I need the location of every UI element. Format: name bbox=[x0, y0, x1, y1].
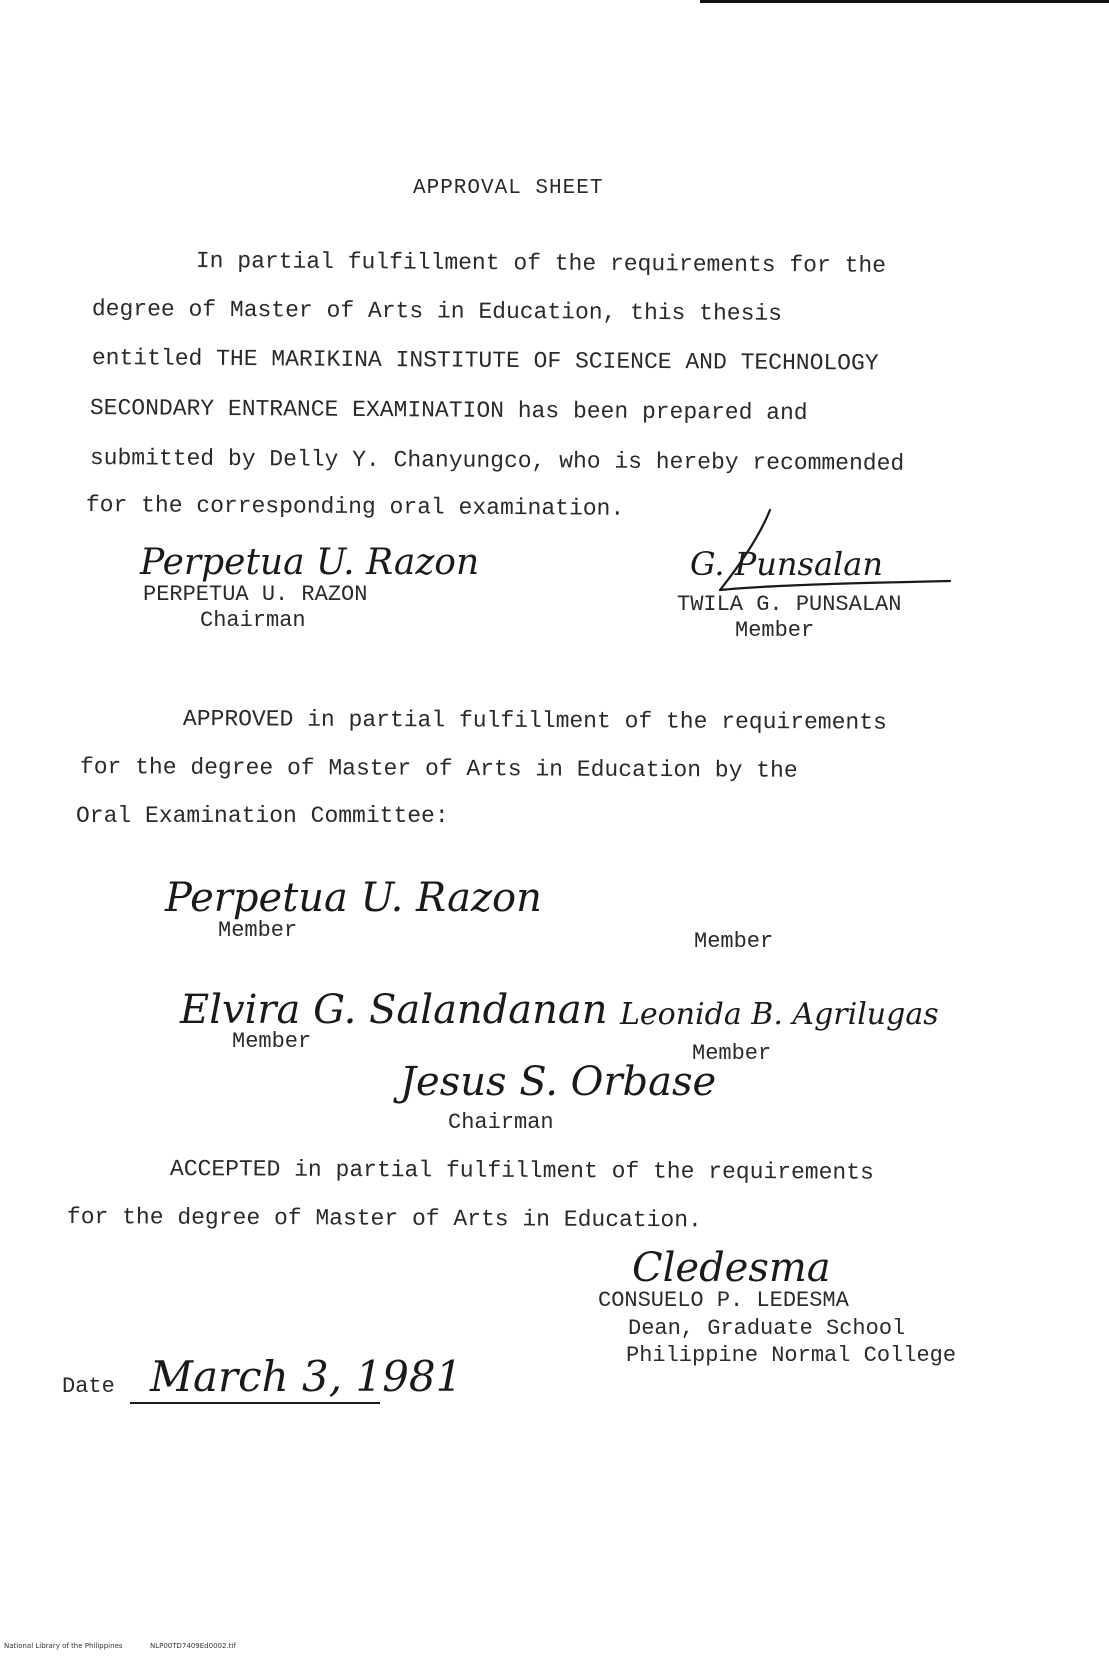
accepted-line: for the degree of Master of Arts in Education. bbox=[66, 1204, 702, 1234]
document-title: APPROVAL SHEET bbox=[413, 177, 604, 200]
dean-institution: Philippine Normal College bbox=[626, 1343, 957, 1368]
dean-name: CONSUELO P. LEDESMA bbox=[598, 1288, 849, 1313]
footer-file: NLP00TD7409Ed0002.tif bbox=[150, 1642, 236, 1650]
member1-role: Member bbox=[218, 918, 298, 943]
member-role: Member bbox=[735, 618, 815, 643]
paragraph-line: SECONDARY ENTRANCE EXAMINATION has been prepared and bbox=[89, 395, 808, 427]
member4-role: Member bbox=[692, 1041, 772, 1066]
scan-edge-line bbox=[700, 0, 1109, 3]
approved-line: for the degree of Master of Arts in Education by the bbox=[79, 754, 798, 784]
approved-line: Oral Examination Committee: bbox=[76, 803, 449, 829]
footer-library: National Library of the Philippines bbox=[4, 1642, 123, 1650]
member-name: TWILA G. PUNSALAN bbox=[677, 592, 902, 617]
signature-chairman: Jesus S. Orbase bbox=[400, 1059, 717, 1105]
chairman-role: Chairman bbox=[200, 608, 306, 633]
signature-member4: Leonida B. Agrilugas bbox=[620, 997, 939, 1032]
dean-position: Dean, Graduate School bbox=[628, 1316, 906, 1341]
chairman-committee-role: Chairman bbox=[448, 1110, 554, 1135]
signature-member1: Perpetua U. Razon bbox=[165, 875, 542, 921]
date-label: Date bbox=[62, 1374, 115, 1399]
date-value: March 3, 1981 bbox=[150, 1352, 463, 1401]
approved-line: APPROVED in partial fulfillment of the requirements bbox=[182, 706, 887, 736]
signature-member3: Elvira G. Salandanan bbox=[180, 987, 608, 1033]
paragraph-line: degree of Master of Arts in Education, this thesis bbox=[91, 296, 783, 327]
paragraph-line: for the corresponding oral examination. bbox=[85, 492, 625, 522]
signature-dean: Cledesma bbox=[632, 1245, 831, 1291]
signature-razon: Perpetua U. Razon bbox=[140, 542, 480, 583]
chairman-name: PERPETUA U. RAZON bbox=[143, 582, 368, 607]
signature-punsalan: G. Punsalan bbox=[690, 545, 883, 583]
accepted-line: ACCEPTED in partial fulfillment of the requirements bbox=[169, 1156, 874, 1186]
paragraph-line: submitted by Delly Y. Chanyungco, who is hereby recommended bbox=[89, 445, 905, 477]
member2-role: Member bbox=[694, 929, 774, 954]
member3-role: Member bbox=[232, 1029, 312, 1054]
date-underline bbox=[130, 1402, 380, 1404]
paragraph-line: entitled THE MARIKINA INSTITUTE OF SCIENCE AND TECHNOLOGY bbox=[91, 345, 879, 377]
paragraph-line: In partial fulfillment of the requirements for the bbox=[195, 248, 887, 279]
signature-punsalan-flourish bbox=[680, 505, 960, 605]
